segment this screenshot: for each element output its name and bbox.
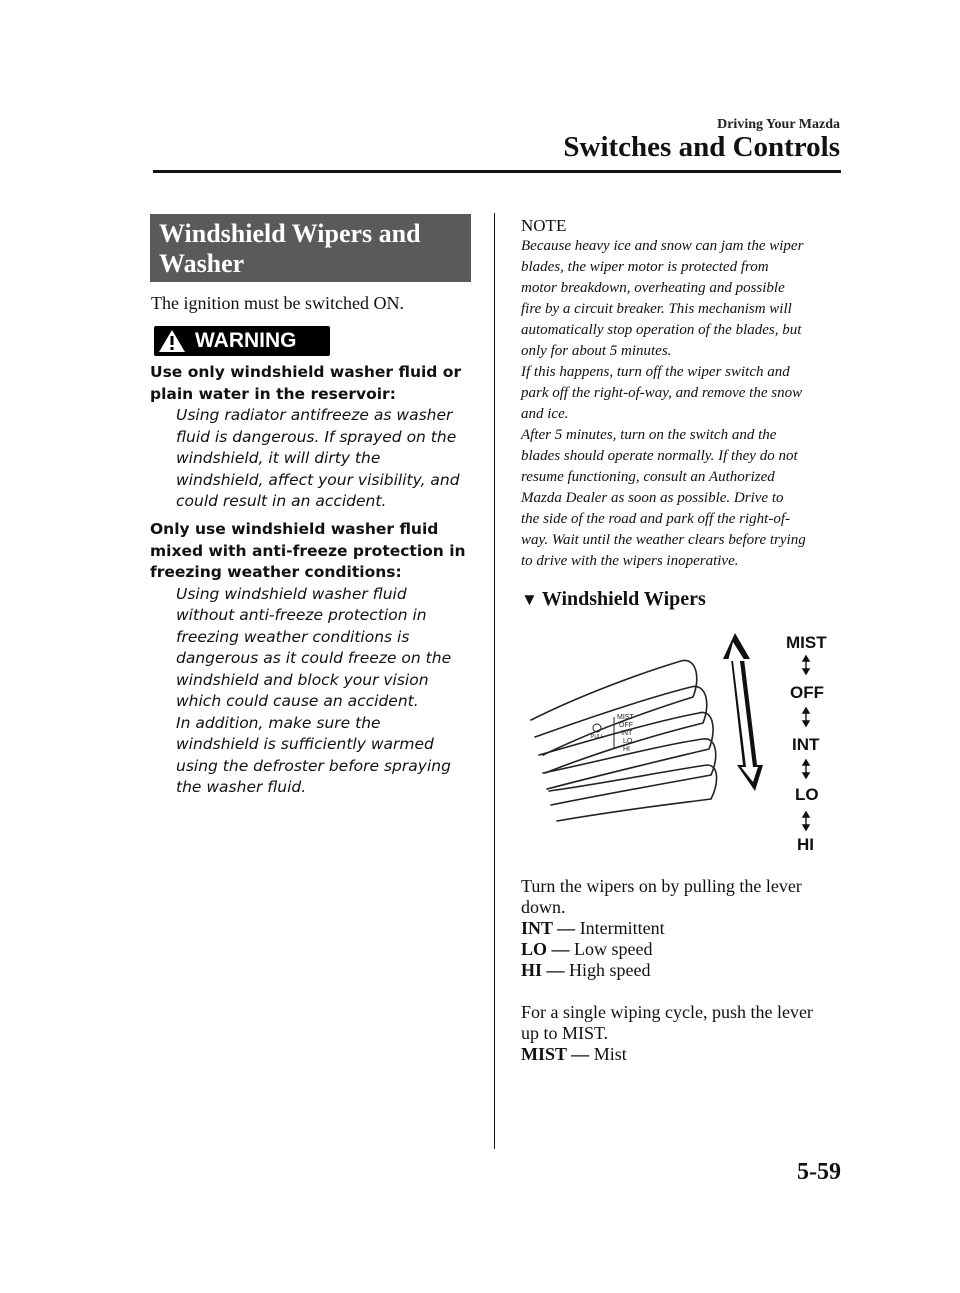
pull-label: PULL xyxy=(591,734,604,740)
warning-item-text: Using radiator antifreeze as washer fluid is dangerous. If sprayed on the windshield, it will dirty the windshield, affect your visibility, and could result in an accident. xyxy=(176,406,460,510)
warning-item-text: Using windshield washer fluid without anti-freeze protection in freezing weather conditions is dangerous as it could freeze on the windshield and block your vision which could cause an accident. In addition, make sure the windshield is sufficiently warmed using the defroster before spraying the washer fluid. xyxy=(176,584,452,796)
warning-badge xyxy=(154,326,330,356)
triangle-marker-icon: ▼ xyxy=(521,590,538,609)
position-mist: MIST xyxy=(786,633,827,652)
position-int: INT xyxy=(792,735,820,754)
definition-lo: LO — Low speed xyxy=(521,939,653,959)
page-number: 5-59 xyxy=(797,1159,841,1185)
definition-int: INT — Intermittent xyxy=(521,918,665,938)
lever-label: OFF xyxy=(619,722,633,729)
note-heading: NOTE xyxy=(521,216,567,235)
position-hi: HI xyxy=(797,835,814,854)
header-chapter: Driving Your Mazda xyxy=(717,117,840,132)
definition-hi: HI — High speed xyxy=(521,960,651,980)
warning-item-1 xyxy=(150,362,470,513)
subsection-heading xyxy=(521,588,706,611)
position-lo: LO xyxy=(795,785,819,804)
lever-label: MIST xyxy=(617,714,634,721)
section-heading xyxy=(150,214,471,282)
instructions: Turn the wipers on by pulling the lever down. INT — Intermittent LO — Low speed HI — High speed For a single wiping cycle, push the lever up to MIST. MIST — Mist xyxy=(521,876,843,1065)
warning-item-heading: Only use windshield washer fluid mixed with anti-freeze protection in freezing weather conditions: xyxy=(150,520,466,581)
column-divider xyxy=(494,213,495,1149)
section-heading-line2: Washer xyxy=(159,249,245,278)
definition-mist: MIST — Mist xyxy=(521,1044,627,1064)
position-off: OFF xyxy=(790,683,824,702)
header-rule xyxy=(153,170,841,173)
lever-label: HI xyxy=(623,746,630,753)
intro-text: The ignition must be switched ON. xyxy=(151,293,404,313)
warning-icon xyxy=(158,329,186,353)
note-body: Because heavy ice and snow can jam the wiper blades, the wiper motor is protected from motor breakdown, overheating and possible fire by a circuit breaker. This mechanism will automatically stop operation of the blades, but only for about 5 minutes. If this happens, turn off the wiper switch and park off the right-of-way, and remove the snow and ice. After 5 minutes, turn on the switch and the blades should operate normally. If they do not resume functioning, consult an Authorized Mazda Dealer as soon as possible. Drive to the side of the road and park off the right-of- way. Wait until the weather clears before trying to drive with the wipers inoperative. xyxy=(521,238,806,569)
subsection-title: Windshield Wipers xyxy=(541,588,706,610)
warning-label: WARNING xyxy=(195,329,297,352)
warning-item-heading: Use only windshield washer fluid or plain water in the reservoir: xyxy=(150,363,462,403)
section-heading-line1: Windshield Wipers and xyxy=(159,219,421,248)
lever-label: INT xyxy=(621,730,633,737)
lever-label: LO xyxy=(623,738,633,745)
warning-item-2 xyxy=(150,519,470,799)
header-section-title: Switches and Controls xyxy=(563,131,840,163)
wiper-lever-diagram xyxy=(521,625,843,860)
direction-arrow xyxy=(723,633,763,791)
